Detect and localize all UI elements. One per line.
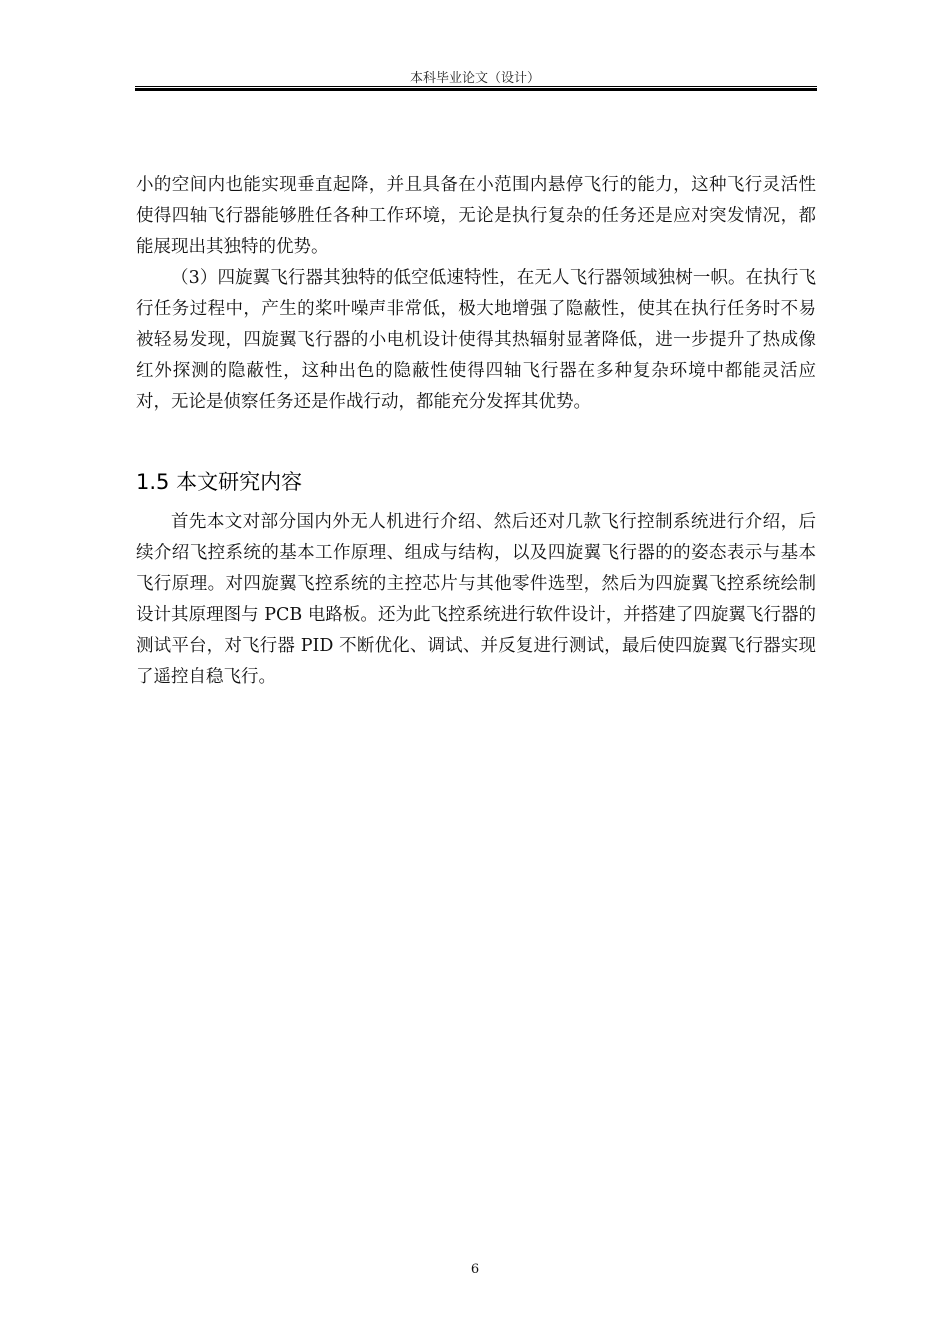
body-block-2 <box>136 507 816 693</box>
paragraph-research-content: 首先本文对部分国内外无人机进行介绍、然后还对几款飞行控制系统进行介绍，后续介绍飞控系统的基本工作原理、组成与结构，以及四旋翼飞行器的的姿态表示与基本飞行原理。对四旋翼飞控系统的主控芯片与其他零件选型，然后为四旋翼飞控系统绘制设计其原理图与 PCB 电路板。还为此飞控系统进行软件设计，并搭建了四旋翼飞行器的测试平台，对飞行器 PID 不断优化、调试、并反复进行测试，最后使四旋翼飞行器实现了遥控自稳飞行。 <box>136 512 816 687</box>
page-number: 6 <box>470 1262 480 1277</box>
header-rule-thick <box>135 88 817 91</box>
header-rule-thin <box>135 86 817 87</box>
running-header: 本科毕业论文（设计） <box>409 71 540 86</box>
section-heading: 1.5 本文研究内容 <box>136 470 303 494</box>
paragraph-point-3: （3）四旋翼飞行器其独特的低空低速特性，在无人飞行器领域独树一帜。在执行飞行任务过程中，产生的桨叶噪声非常低，极大地增强了隐蔽性，使其在执行任务时不易被轻易发现，四旋翼飞行器的小电机设计使得其热辐射显著降低，进一步提升了热成像红外探测的隐蔽性，这种出色的隐蔽性使得四轴飞行器在多种复杂环境中都能灵活应对，无论是侦察任务还是作战行动，都能充分发挥其优势。 <box>136 268 816 412</box>
body-block-1 <box>136 170 816 418</box>
paragraph-continuation: 小的空间内也能实现垂直起降，并且具备在小范围内悬停飞行的能力，这种飞行灵活性使得四轴飞行器能够胜任各种工作环境，无论是执行复杂的任务还是应对突发情况，都能展现出其独特的优势。 <box>136 175 816 257</box>
